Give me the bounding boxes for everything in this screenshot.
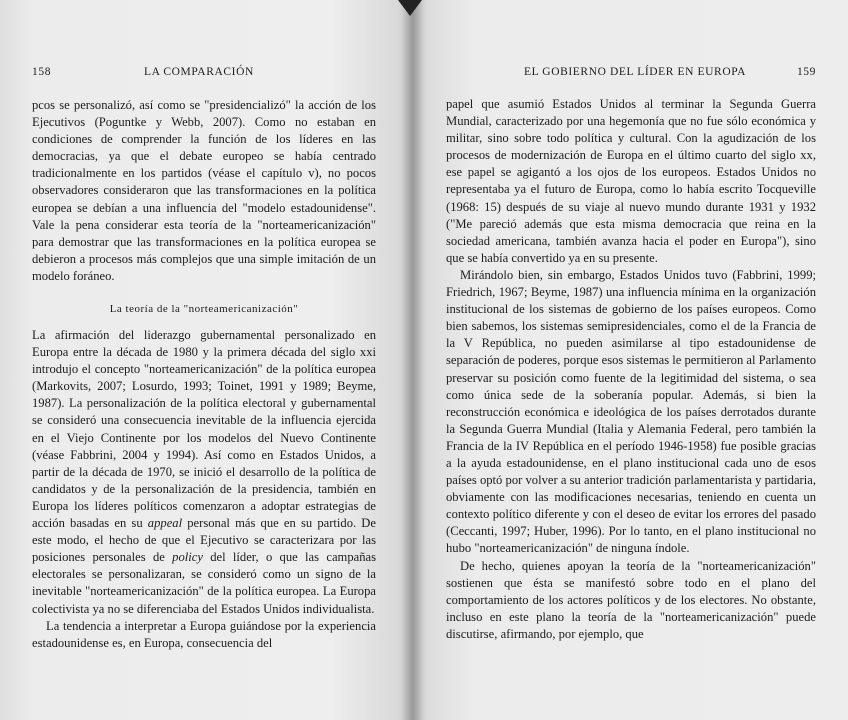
left-paragraph-2-part-3: del líder, o que las campañas electorales se personalizaran, se consideró como un signo de la inevitable "norteamericanización" de la política europea. La Europa colectivista ya no se diferenciaba del Estados Unidos individualista. xyxy=(32,550,376,616)
left-running-head: LA COMPARACIÓN xyxy=(144,66,254,78)
left-page xyxy=(0,0,414,720)
left-paragraph-2-part-2: personal más que en su partido. De este modo, el hecho de que el Ejecutivo se caracterizara por las posiciones personales de xyxy=(32,516,376,565)
left-text-block-1 xyxy=(32,97,376,285)
right-page-number: 159 xyxy=(796,66,816,78)
right-paragraph-1: papel que asumió Estados Unidos al terminar la Segunda Guerra Mundial, caracterizado por una hegemonía que no fue sólo económica y militar, sino sobre todo política y cultural. Con la agudización de los procesos de modernización de Europa en el último cuarto del siglo xx, ese papel se agigantó a los ojos de los europeos. Estados Unidos no representaba ya el futuro de Europa, como lo había escrito Tocqueville (1968: 15) después de su viaje al nuevo mundo durante 1931 y 1932 ("Me pareció además que esta misma democracia que reina en la sociedad americana, también avanza hacia el poder en Europa"), sino que se había convertido ya en su presente. xyxy=(446,97,816,265)
book-gutter-shadow xyxy=(402,0,424,720)
bookmark-notch xyxy=(398,0,422,16)
left-page-number: 158 xyxy=(32,66,52,78)
left-paragraph-1: pcos se personalizó, así como se "presidencializó" la acción de los Ejecutivos (Poguntke y Webb, 2007). Como no estaban en condiciones de comprender la función de los líderes en las democracias, ya que el debate europeo se había centrado tradicionalmente en los partidos (véase el capítulo v), no pocos observadores consideraron que las transformaciones en la política europea se debían a una influencia del "modelo estadounidense". Vale la pena considerar esta teoría de la "norteamericanización" para demostrar que las transformaciones en la política europea se debieron a procesos más complejos que una simple imitación de un modelo foráneo. xyxy=(32,98,376,283)
right-text-block xyxy=(446,96,816,643)
italic-appeal: appeal xyxy=(147,516,183,531)
left-paragraph-2-part-1: La afirmación del liderazgo gubernamental personalizado en Europa entre la década de 1980 y la primera década del siglo xxi introdujo el concepto "norteamericanización" de la política europea (Markovits, 2007; Losurdo, 1993; Toinet, 1991 y 1989; Beyme, 1987). La personalización de la política electoral y gubernamental se consideró una consecuencia inevitable de la influencia ejercida en el Viejo Continente por los modelos del Nuevo Continente (véase Fabbrini, 2004 y 1994). Así como en Estados Unidos, a partir de la década de 1970, se inició el desarrollo de la política de candidatos y de la personalización de la presidencia, también en Europa los líderes políticos comenzaron a adoptar estrategias de acción basadas en su xyxy=(32,328,376,531)
right-page xyxy=(414,0,848,720)
left-paragraph-3: La tendencia a interpretar a Europa guiándose por la experiencia estadounidense es, en Europa, consecuencia del xyxy=(32,618,376,650)
italic-policy: policy xyxy=(172,550,203,565)
left-paragraph-2 xyxy=(32,327,376,618)
section-title: La teoría de la "norteamericanización" xyxy=(109,303,299,315)
right-paragraph-3: De hecho, quienes apoyan la teoría de la "norteamericanización" sostienen que ésta se manifestó sobre todo en el plano del comportamiento de los actores políticos y de los electores. No obstante, incluso en este plano la teoría de la "norteamericanización" puede discutirse, afirmando, por ejemplo, que xyxy=(446,558,816,641)
right-paragraph-2: Mirándolo bien, sin embargo, Estados Unidos tuvo (Fabbrini, 1999; Friedrich, 1967; Beyme, 1987) una influencia mínima en la organización institucional de los sistemas de gobierno de los países europeos. Como bien sabemos, los sistemas semipresidenciales, como el de la Francia de la V República, no pueden asimilarse al tipo estadounidense de separación de poderes, porque esos sistemas le permitieron al Parlamento preservar su posición como fuente de la legitimidad del sistema, o sea como única sede de la soberanía popular. Además, si bien la reconstrucción económica e ideológica de los países derrotados durante la Segunda Guerra Mundial (Italia y Alemania Federal, pero también la Francia de la IV República en el período 1946-1958) fue posible gracias a la ayuda estadounidense, en el plano institucional cada uno de esos países optó por volver a su anterior tradición parlamentarista y partidaria, obviamente con las modificaciones necesarias, teniendo en cuenta un contexto político diferente y con el deseo de evitar los errores del pasado (Ceccanti, 1997; Huber, 1996). Por lo tanto, en el plano institucional no hubo "norteamericanización" de ninguna índole. xyxy=(446,267,816,556)
left-text-block-2 xyxy=(32,327,376,652)
right-running-head: EL GOBIERNO DEL LÍDER EN EUROPA xyxy=(524,66,747,78)
